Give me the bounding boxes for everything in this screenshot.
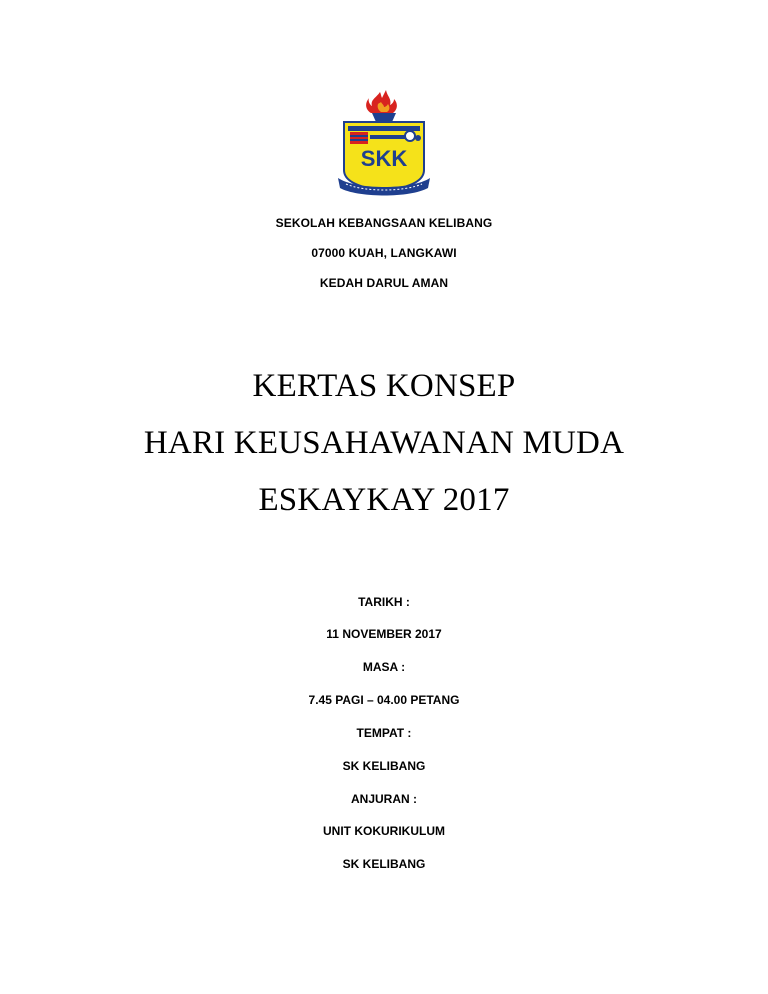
school-name: SEKOLAH KEBANGSAAN KELIBANG	[275, 216, 493, 230]
school-state: KEDAH DARUL AMAN	[319, 276, 449, 290]
organizer-label: ANJURAN :	[351, 792, 417, 806]
document-title-line-3: ESKAYKAY 2017	[258, 482, 510, 518]
organizer-value-school: SK KELIBANG	[342, 857, 426, 871]
date-value: 11 NOVEMBER 2017	[326, 627, 442, 641]
school-crest-logo	[336, 88, 432, 198]
organizer-value-unit: UNIT KOKURIKULUM	[323, 824, 445, 838]
document-title-line-1: KERTAS KONSEP	[252, 368, 516, 404]
school-crest-torch-icon	[336, 88, 432, 198]
date-label: TARIKH :	[358, 595, 410, 609]
school-address: 07000 KUAH, LANGKAWI	[311, 246, 457, 260]
venue-value: SK KELIBANG	[342, 759, 426, 773]
crest-lettering: SKK	[360, 146, 408, 171]
document-title-line-2: HARI KEUSAHAWANAN MUDA	[143, 425, 625, 461]
venue-label: TEMPAT :	[356, 726, 412, 740]
time-value: 7.45 PAGI – 04.00 PETANG	[308, 693, 460, 707]
time-label: MASA :	[362, 660, 406, 674]
